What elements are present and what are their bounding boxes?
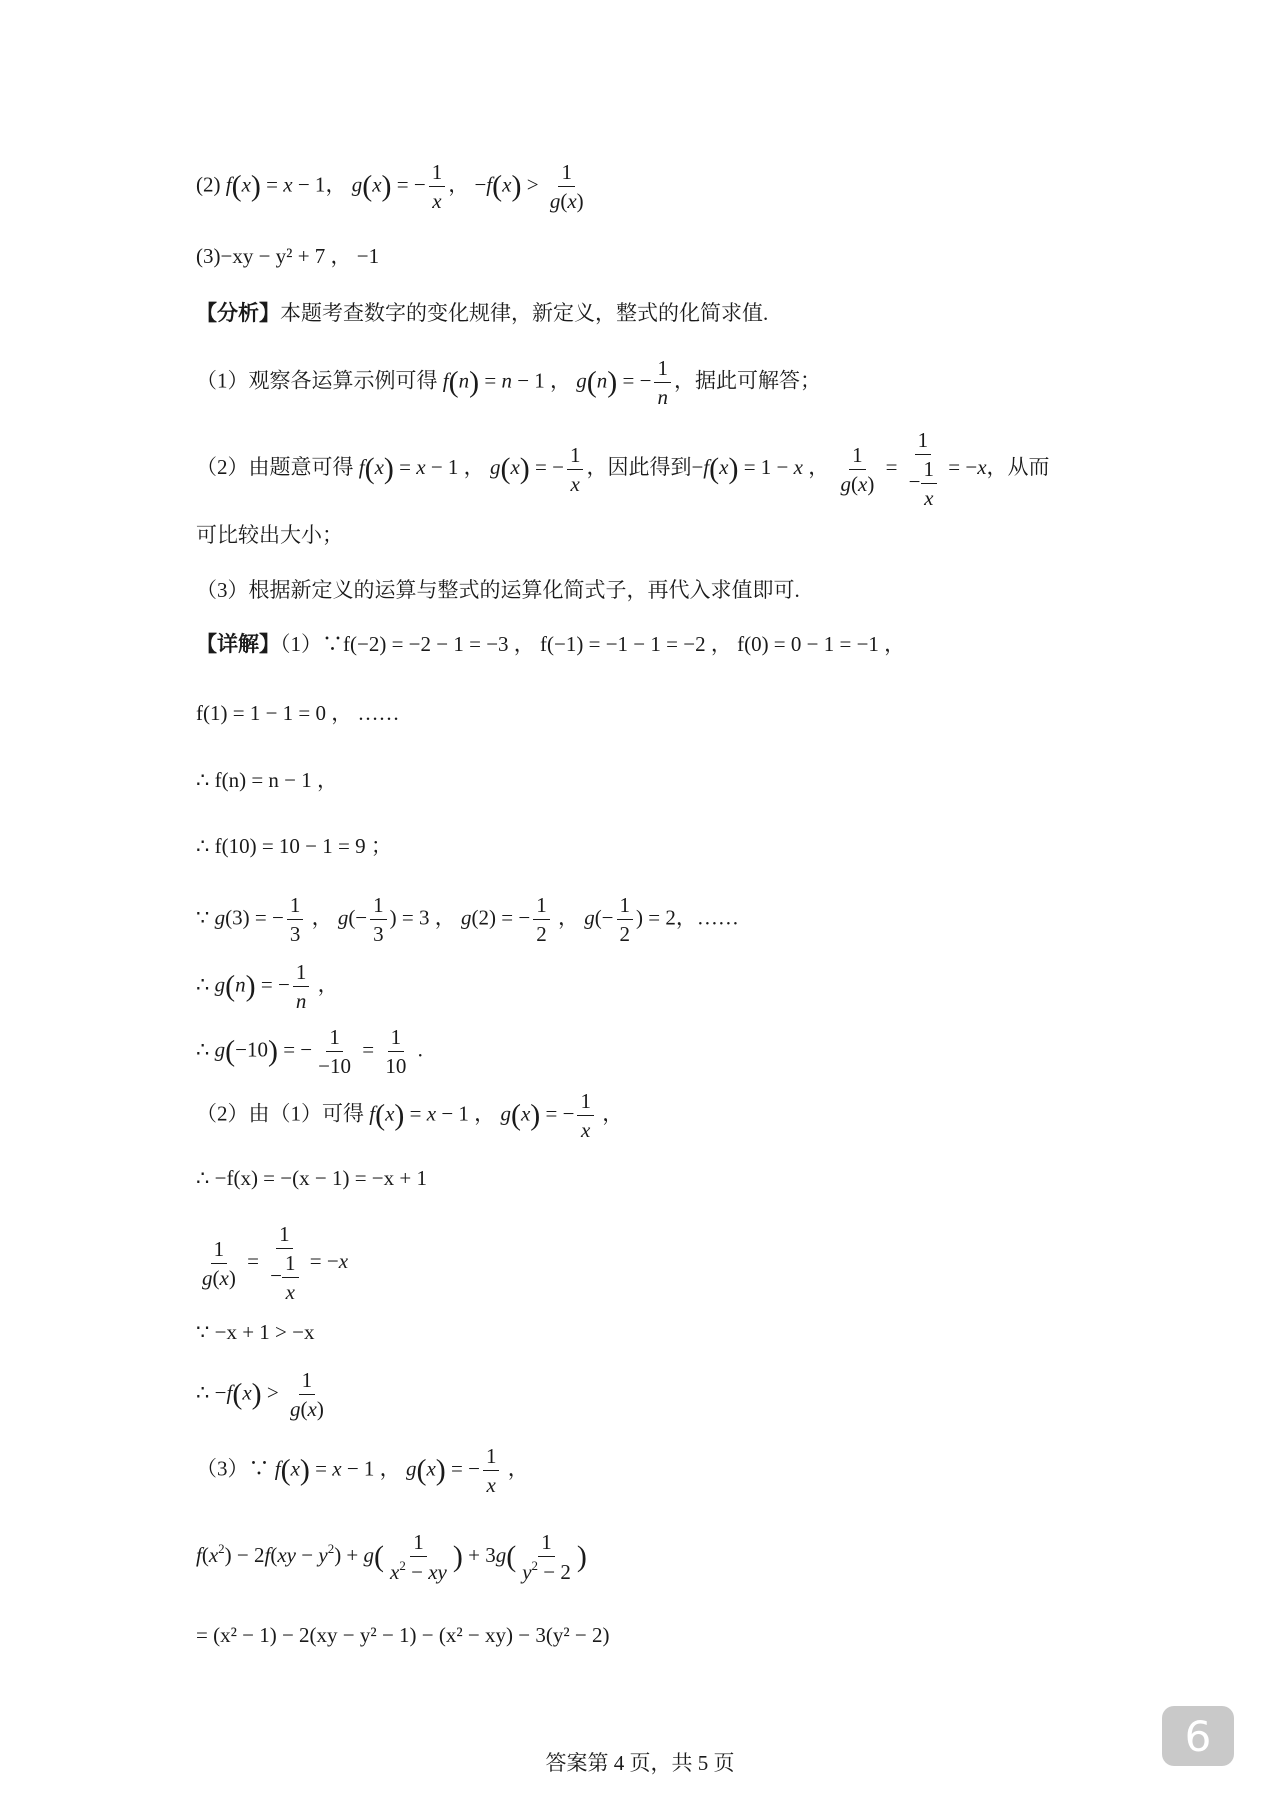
detail-2-lead: （2）由（1）可得 f(x) = x − 1 ， g(x) = − $\frac{1}{x}$ ， xyxy=(196,1089,624,1143)
detail-1-line3: ∴ f(n) = n − 1 ， xyxy=(196,768,339,792)
detail-2-line2: $\frac{1}{g(x)}$ = 1 − $\frac{1}{x}$ = −x xyxy=(202,1222,349,1305)
detail-2-line4: ∴ −f(x) > $\frac{1}{g(x)}$ xyxy=(196,1368,324,1422)
answer-2: (2) f(x) = x − 1， g(x) = − $\frac{1}{x}$ ， −f(x) > $\frac{1}{g(x)}$ xyxy=(196,160,584,214)
page-badge: 6 xyxy=(1162,1706,1234,1766)
analysis-p3: （3）根据新定义的运算与整式的运算化简式子，再代入求值即可. xyxy=(196,578,800,602)
detail-3-lead: （3）∵ f(x) = x − 1 ， g(x) = − $\frac{1}{x}$ ， xyxy=(196,1444,529,1498)
detail-1-line5: ∵ g(3) = − $\frac{1}{3}$ ， g(− $\frac{1}{3}$ ) = 3 ， g(2) = − $\frac{1}{2}$ ， g(− $\frac{1}{2}$ ) = 2，…… xyxy=(196,893,739,947)
detail-2-line1: ∴ −f(x) = −(x − 1) = −x + 1 xyxy=(196,1166,427,1190)
detail-1-line6: ∴ g(n) = − $\frac{1}{n}$ ， xyxy=(196,960,339,1014)
analysis-p1: （1）观察各运算示例可得 f(n) = n − 1 ， g(n) = − $\frac{1}{n}$ ，据此可解答； xyxy=(196,356,821,410)
detail-3-line2: $f(x^2) - 2f(xy - y^2) + g$( $\frac{1}{x^2 - xy}$ ) + 3g( $\frac{1}{y^2 - 2}$ ) xyxy=(196,1530,587,1585)
detail-2-line3: ∵ −x + 1 > −x xyxy=(196,1320,315,1344)
analysis-intro: 【分析】本题考查数字的变化规律，新定义，整式的化简求值. xyxy=(196,301,769,325)
detail-3-line3: = (x² − 1) − 2(xy − y² − 1) − (x² − xy) − 3(y² − 2) xyxy=(196,1623,610,1647)
detail-1-line4: ∴ f(10) = 10 − 1 = 9 ； xyxy=(196,834,392,858)
detail-1-line7: ∴ g(−10) = − $\frac{1}{-10}$ = $\frac{1}{10}$ . xyxy=(196,1025,423,1079)
page-footer: 答案第 4 页，共 5 页 xyxy=(545,1751,735,1775)
detail-1-line1: 【详解】（1）∵f(−2) = −2 − 1 = −3 ， f(−1) = −1 − 1 = −2 ， f(0) = 0 − 1 = −1 ， xyxy=(196,632,906,656)
analysis-p2: （2）由题意可得 f(x) = x − 1 ， g(x) = − $\frac{1}{x}$ ，因此得到−f(x) = 1 − x ， $\frac{1}{g(x)}$ = 1 − $\frac{1}{x}$ = −x，从而 xyxy=(196,428,1050,511)
analysis-p2-cont: 可比较出大小； xyxy=(196,523,343,547)
answer-3: (3)−xy − y² + 7 ， −1 xyxy=(196,244,380,268)
detail-1-line2: f(1) = 1 − 1 = 0 ， …… xyxy=(196,701,400,725)
